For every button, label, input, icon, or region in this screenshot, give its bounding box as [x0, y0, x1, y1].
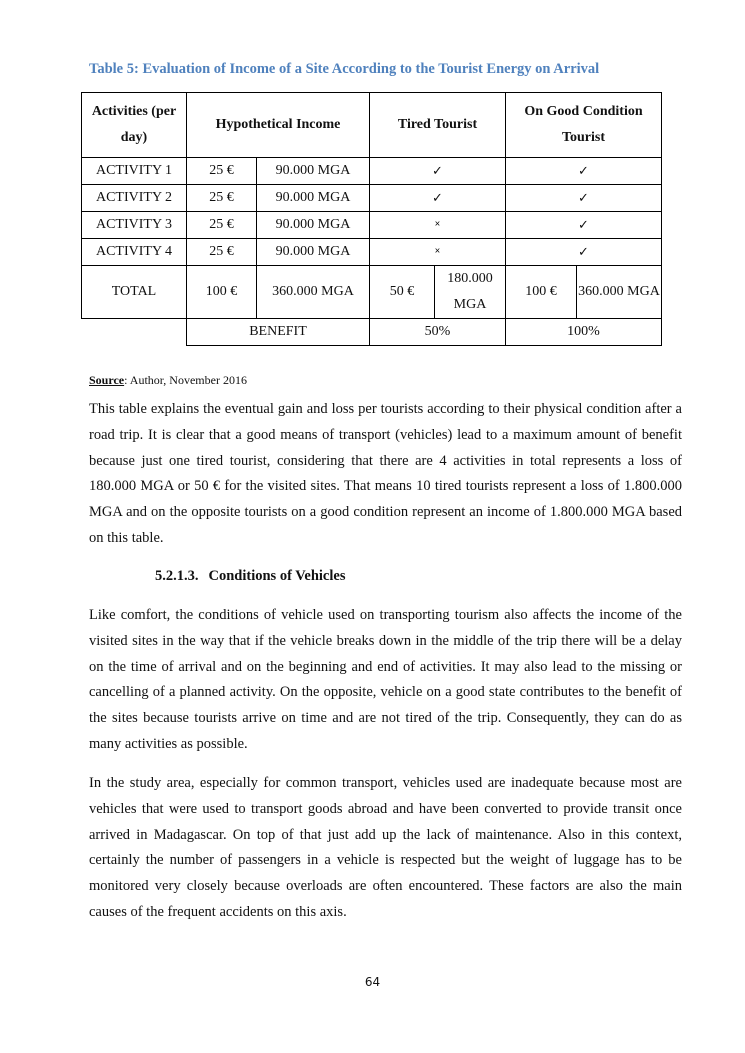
table-header-row [82, 93, 662, 158]
table-row [82, 185, 662, 212]
total-label: TOTAL [82, 266, 187, 319]
good-mark: ✓ [506, 185, 662, 212]
good-total-eur: 100 € [506, 266, 577, 319]
income-mga: 90.000 MGA [257, 158, 370, 185]
tired-total-mga: 180.000 MGA [435, 266, 506, 319]
activity-name: ACTIVITY 2 [82, 185, 187, 212]
activity-name: ACTIVITY 4 [82, 239, 187, 266]
income-mga: 90.000 MGA [257, 212, 370, 239]
table-row [82, 212, 662, 239]
header-good-condition-tourist: On Good Condition Tourist [506, 93, 662, 158]
income-evaluation-table [81, 92, 662, 346]
activity-name: ACTIVITY 3 [82, 212, 187, 239]
tired-mark: ✓ [370, 158, 506, 185]
good-mark: ✓ [506, 212, 662, 239]
income-mga: 90.000 MGA [257, 239, 370, 266]
paragraph-vehicle-conditions: Like comfort, the conditions of vehicle used on transporting tourism also affects the income of the visited sites in the way that if the vehicle breaks down in the middle of the trip there will be a delay on the time of arrival and on the beginning and end of activities. It may also lead to the missing or cancelling of a planned activity. On the opposite, vehicle on a good state contributes to the benefit of the sites because tourists arrive on time and are not tired of the trip. Consequently, they can do as many activities as possible. [89, 607, 682, 752]
total-eur: 100 € [187, 266, 257, 319]
table-source [89, 373, 247, 388]
table-row [82, 239, 662, 266]
good-total-mga: 360.000 MGA [577, 266, 662, 319]
income-eur: 25 € [187, 185, 257, 212]
tired-mark: × [370, 239, 506, 266]
section-number: 5.2.1.3. [155, 568, 199, 584]
paragraph-study-area: In the study area, especially for common transport, vehicles used are inadequate because most are vehicles that were used to transport goods abroad and have been converted to provide transit once arrived in Madagascar. On top of that just add up the lack of maintenance. Also in this context, certainly the number of passengers in a vehicle is respected but the weight of luggage has to be monitored very closely because overloads are often encountered. These factors are also the main causes of the frequent accidents on this axis. [89, 775, 682, 920]
income-eur: 25 € [187, 158, 257, 185]
good-mark: ✓ [506, 239, 662, 266]
total-row [82, 266, 662, 319]
income-eur: 25 € [187, 212, 257, 239]
tired-total-eur: 50 € [370, 266, 435, 319]
good-mark: ✓ [506, 158, 662, 185]
table-caption: Table 5: Evaluation of Income of a Site According to the Tourist Energy on Arrival [89, 61, 600, 77]
paragraph-table-explanation: This table explains the eventual gain and loss per tourists according to their physical condition after a road trip. It is clear that a good means of transport (vehicles) lead to a maximum amount of benefit because just one tired tourist, considering that there are 4 activities in total represents a loss of 180.000 MGA or 50 € for the visited sites. That means 10 tired tourists represent a loss of 1.800.000 MGA and on the opposite tourists on a good condition represent an income of 1.800.000 MGA based on this table. [89, 401, 682, 546]
header-hypothetical-income: Hypothetical Income [187, 93, 370, 158]
table-row [82, 158, 662, 185]
good-benefit: 100% [506, 319, 662, 346]
income-eur: 25 € [187, 239, 257, 266]
page-number: 64 [364, 975, 381, 989]
tired-benefit: 50% [370, 319, 506, 346]
benefit-label: BENEFIT [187, 319, 370, 346]
header-activities: Activities (per day) [82, 93, 187, 158]
activity-name: ACTIVITY 1 [82, 158, 187, 185]
source-label: Source [89, 373, 125, 387]
header-tired-tourist: Tired Tourist [370, 93, 506, 158]
empty-cell [82, 319, 187, 346]
benefit-row [82, 319, 662, 346]
section-heading [155, 568, 345, 585]
total-mga: 360.000 MGA [257, 266, 370, 319]
source-text: : Author, November 2016 [124, 373, 247, 387]
income-mga: 90.000 MGA [257, 185, 370, 212]
tired-mark: × [370, 212, 506, 239]
tired-mark: ✓ [370, 185, 506, 212]
section-title: Conditions of Vehicles [208, 568, 346, 584]
